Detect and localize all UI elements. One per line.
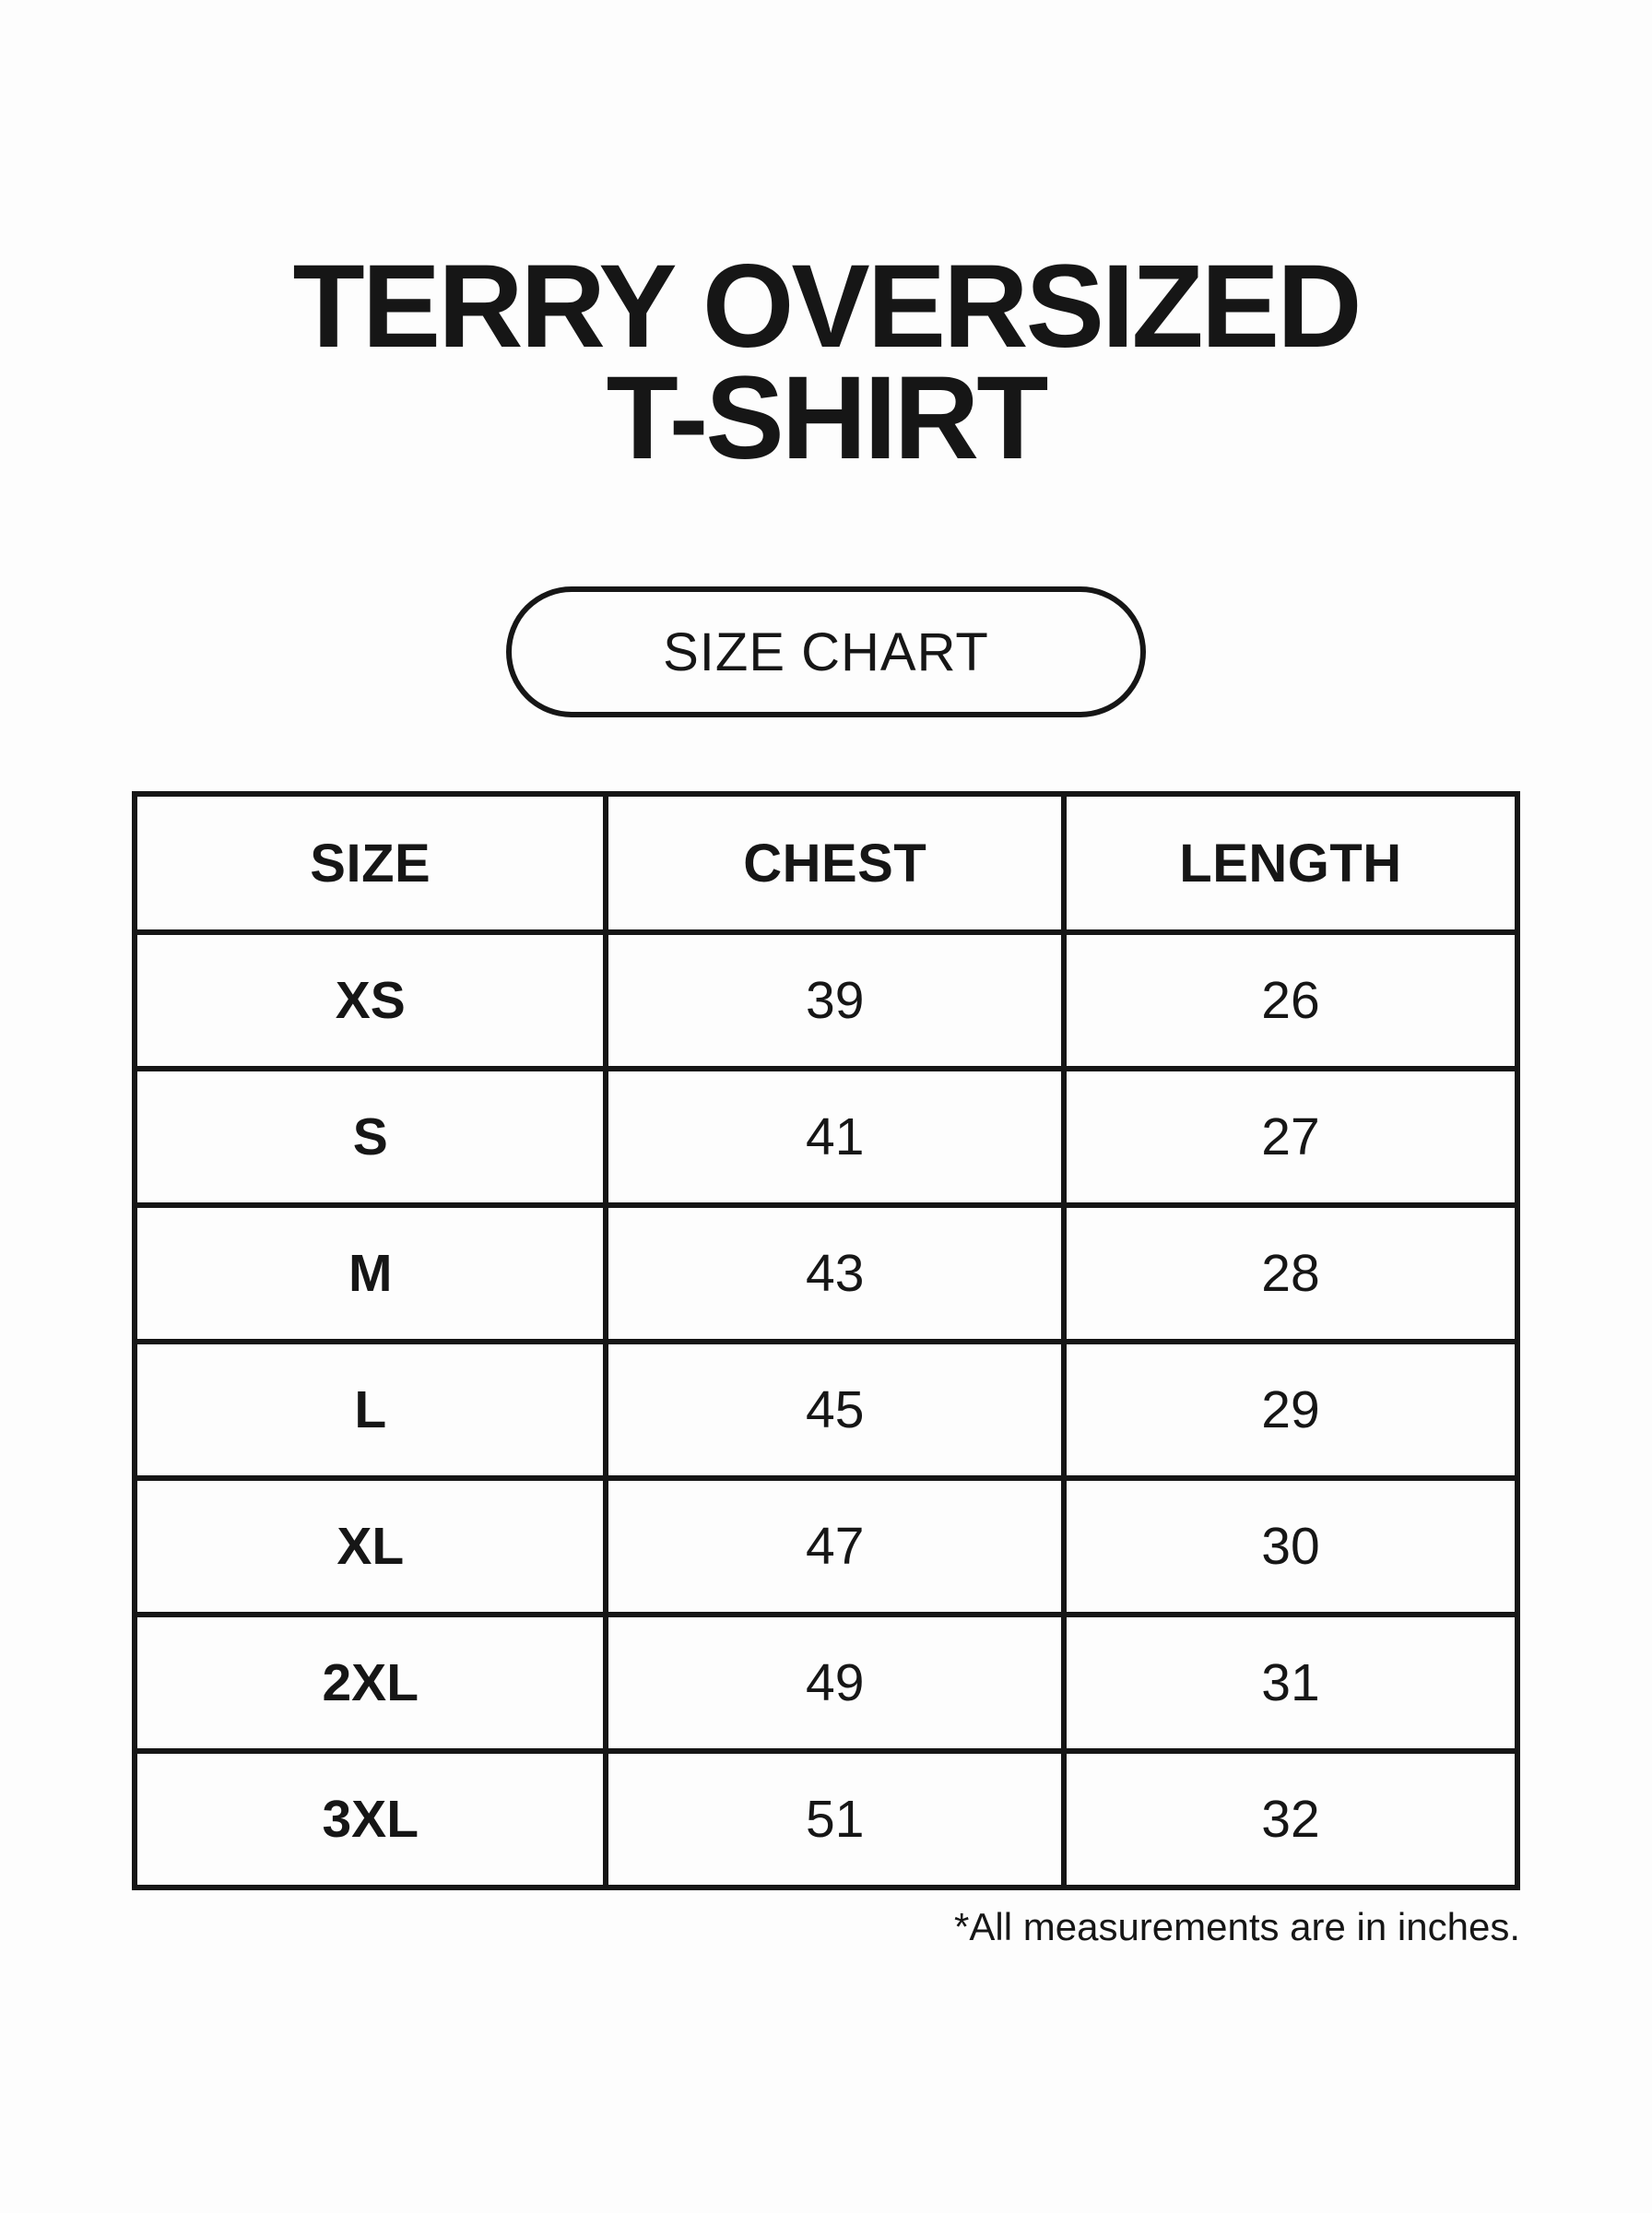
column-header-length: LENGTH — [1064, 794, 1517, 932]
cell-length: 30 — [1064, 1478, 1517, 1615]
cell-chest: 45 — [606, 1342, 1063, 1478]
table-row-2xl — [135, 1615, 1517, 1751]
cell-size: 3XL — [135, 1751, 606, 1888]
cell-chest: 47 — [606, 1478, 1063, 1615]
column-header-size: SIZE — [135, 794, 606, 932]
cell-size: XS — [135, 932, 606, 1069]
table-row-m — [135, 1205, 1517, 1342]
size-chart-table — [132, 791, 1520, 1890]
cell-chest: 39 — [606, 932, 1063, 1069]
table-row-xl — [135, 1478, 1517, 1615]
table-row-xs — [135, 932, 1517, 1069]
cell-size: 2XL — [135, 1615, 606, 1751]
cell-chest: 51 — [606, 1751, 1063, 1888]
table-row-3xl — [135, 1751, 1517, 1888]
size-chart-button[interactable] — [506, 586, 1146, 717]
cell-length: 29 — [1064, 1342, 1517, 1478]
table-row-s — [135, 1069, 1517, 1205]
cell-length: 27 — [1064, 1069, 1517, 1205]
page-title-line-1: TERRY OVERSIZED — [292, 241, 1360, 373]
cell-length: 26 — [1064, 932, 1517, 1069]
cell-size: L — [135, 1342, 606, 1478]
table-row-l — [135, 1342, 1517, 1478]
cell-size: XL — [135, 1478, 606, 1615]
page-title — [0, 0, 1652, 484]
table-header-row — [135, 794, 1517, 932]
cell-size: M — [135, 1205, 606, 1342]
cell-length: 28 — [1064, 1205, 1517, 1342]
page-title-line-2: T-SHIRT — [606, 352, 1046, 484]
footnote: *All measurements are in inches. — [954, 1905, 1520, 1948]
size-chart-button-label: SIZE CHART — [663, 621, 989, 682]
cell-chest: 49 — [606, 1615, 1063, 1751]
cell-chest: 43 — [606, 1205, 1063, 1342]
column-header-chest: CHEST — [606, 794, 1063, 932]
cell-size: S — [135, 1069, 606, 1205]
cell-length: 31 — [1064, 1615, 1517, 1751]
cell-chest: 41 — [606, 1069, 1063, 1205]
cell-length: 32 — [1064, 1751, 1517, 1888]
